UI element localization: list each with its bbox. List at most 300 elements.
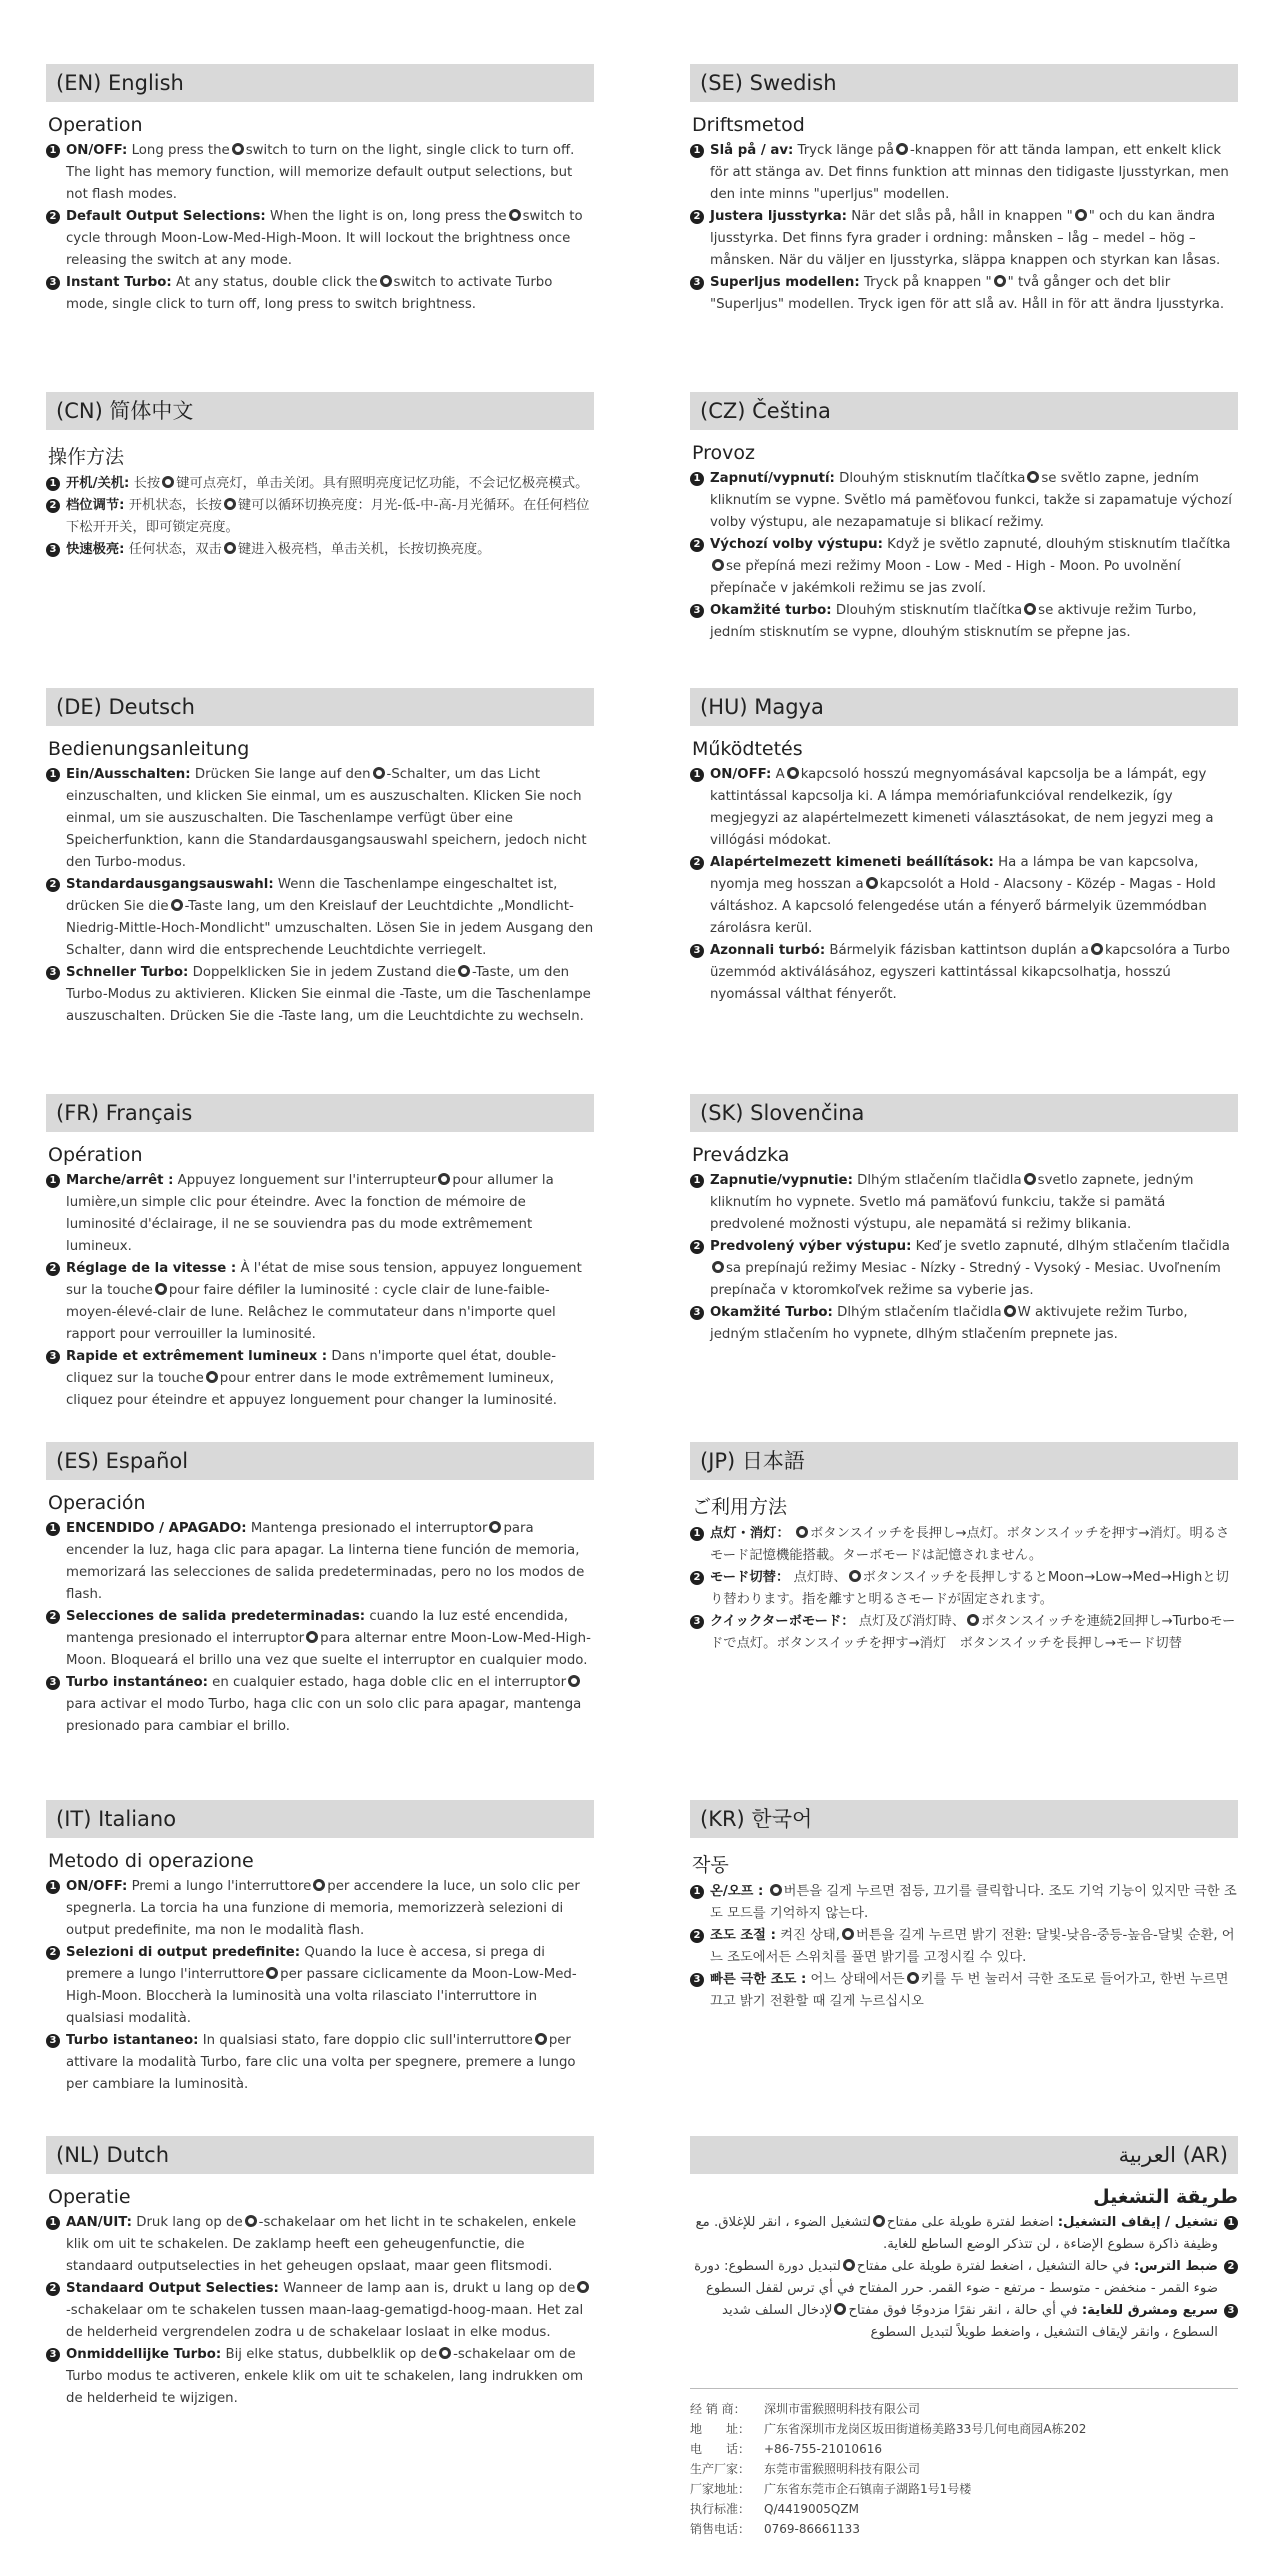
power-switch-icon bbox=[489, 1521, 501, 1533]
step-number: 3 bbox=[46, 1350, 60, 1364]
item-text-pre: cuando la luz esté encendida, mantenga presionado el interruptor bbox=[66, 1609, 569, 1646]
instruction-item bbox=[690, 1925, 1238, 1969]
instruction-item bbox=[690, 206, 1238, 272]
step-number: 2 bbox=[690, 210, 704, 224]
item-text-post: W aktivujete režim Turbo, jedným stlačením ho vypnete, dlhým stlačením prepnete jas. bbox=[710, 1305, 1188, 1342]
item-label: Selecciones de salida predeterminadas: bbox=[66, 1609, 366, 1624]
item-text-post: " och du kan ändra ljusstyrka. Det finns fyra grader i ordning: månsken – låg – medel – hög – månsken. När du väljer en ljusstyrka, släppa knappen och styrkan kan låsas. bbox=[710, 209, 1221, 268]
section-header: (EN) English bbox=[46, 64, 594, 102]
power-switch-icon bbox=[896, 143, 908, 155]
section-subtitle: Bedienungsanleitung bbox=[48, 738, 250, 760]
power-switch-icon bbox=[994, 275, 1006, 287]
section-fr bbox=[46, 1094, 594, 1412]
step-number: 3 bbox=[46, 543, 60, 557]
instruction-item bbox=[690, 940, 1238, 1006]
step-number: 1 bbox=[46, 1522, 60, 1536]
instruction-item bbox=[690, 2256, 1238, 2300]
power-switch-icon bbox=[1091, 943, 1103, 955]
item-text-pre: en cualquier estado, haga doble clic en el interruptor bbox=[212, 1675, 567, 1690]
item-text-post: kapcsolóra a Turbo üzemmód aktiválásához, egyszeri kattintással kikapcsolhatja, hosszú nyomással válthat fényerőt. bbox=[710, 943, 1231, 1002]
instruction-item bbox=[690, 272, 1238, 316]
item-text-pre: When the light is on, long press the bbox=[269, 209, 507, 224]
item-text-pre: Dlhým stlačením tlačidla bbox=[837, 1305, 1002, 1320]
section-cn bbox=[46, 392, 594, 561]
item-label: Azonnali turbó: bbox=[710, 943, 826, 958]
item-text-post: per attivare la modalità Turbo, fare clic una volta per spegnere, premere a lungo per cambiare la luminosità. bbox=[66, 2033, 576, 2092]
step-number: 1 bbox=[46, 477, 60, 491]
item-text-pre: Dans n'importe quel état, double-cliquez sur la touche bbox=[66, 1349, 557, 1386]
company-info bbox=[690, 2388, 1238, 2539]
info-key: 销售电话： bbox=[690, 2522, 751, 2536]
section-header: (HU) Magya bbox=[690, 688, 1238, 726]
item-text-pre: Dlouhým stisknutím tlačítka bbox=[839, 471, 1026, 486]
item-text-post: pour entrer dans le mode extrêmement lumineux, cliquez pour éteindre et appuyez longuement pour changer la luminosité. bbox=[66, 1371, 557, 1408]
item-text-post: -schakelaar om de Turbo modus te activeren, enkele klik om uit te schakelen, lang indrukken om de helderheid te wijzigen. bbox=[66, 2347, 584, 2406]
item-text-pre: À l'état de mise sous tension, appuyez longuement sur la touche bbox=[66, 1261, 582, 1298]
item-text-pre: Drücken Sie lange auf den bbox=[194, 767, 371, 782]
section-header: (AR) العربية bbox=[690, 2136, 1238, 2174]
instruction-item bbox=[690, 534, 1238, 600]
item-text-pre: Bij elke status, dubbelklik op de bbox=[225, 2347, 438, 2362]
power-switch-icon bbox=[232, 143, 244, 155]
step-number: 3 bbox=[46, 1676, 60, 1690]
power-switch-icon bbox=[796, 1526, 808, 1538]
section-subtitle: Opération bbox=[48, 1144, 143, 1166]
section-en bbox=[46, 64, 594, 316]
step-number: 2 bbox=[690, 856, 704, 870]
section-subtitle: Prevádzka bbox=[692, 1144, 790, 1166]
item-text-post: sa prepínajú režimy Mesiac - Nízky - Stredný - Vysoký - Mesiac. Uvoľnením prepínača v ktoromkoľvek režime sa vyberie jas. bbox=[710, 1261, 1221, 1298]
item-text-post: -schakelaar om het licht in te schakelen, enkele klik om uit te schakelen. De zaklamp heeft een geheugenfunctie, die standaard outputselecties in het geheugen opslaat, maar geen flitsmodi. bbox=[66, 2215, 577, 2274]
item-text-pre: 点灯時、 bbox=[793, 1570, 847, 1585]
item-text-pre: 任何状态，双击 bbox=[128, 542, 222, 557]
item-label: Standardausgangsauswahl: bbox=[66, 877, 274, 892]
power-switch-icon bbox=[266, 1967, 278, 1979]
instruction-item bbox=[46, 495, 594, 539]
item-text-post: pour allumer la lumière,un simple clic pour éteindre. Avec la fonction de mémoire de luminosité d'éclairage, il ne se souviendra pas du mode extrêmement lumineux. bbox=[66, 1173, 554, 1254]
item-text-post: -schakelaar om te schakelen tussen maan-laag-gematigd-hoog-maan. Het zal de helderheid vergrendelen zodra u de schakelaar loslaat in elke modus. bbox=[66, 2303, 584, 2340]
power-switch-icon bbox=[568, 1675, 580, 1687]
item-text-pre: När det slås på, håll in knappen " bbox=[851, 209, 1073, 224]
step-number: 3 bbox=[690, 1306, 704, 1320]
item-text-pre: في حالة التشغيل ، اضغط لفترة طويلة على مفتاح bbox=[856, 2259, 1130, 2274]
item-text-pre: Dlouhým stisknutím tlačítka bbox=[835, 603, 1023, 618]
item-label: ON/OFF: bbox=[66, 143, 128, 158]
step-number: 1 bbox=[46, 1880, 60, 1894]
info-key: 执行标准： bbox=[690, 2502, 751, 2516]
section-subtitle: Operation bbox=[48, 114, 143, 136]
step-number: 2 bbox=[46, 210, 60, 224]
info-row bbox=[690, 2479, 1238, 2499]
item-text-pre: At any status, double click the bbox=[175, 275, 378, 290]
item-text-post: 버튼을 길게 누르면 점등, 끄기를 클릭합니다. 조도 기억 기능이 있지만 극한 조도 모드를 기억하지 않는다. bbox=[710, 1884, 1237, 1921]
instruction-item bbox=[690, 1611, 1238, 1655]
section-header: (ES) Español bbox=[46, 1442, 594, 1480]
item-label: Justera ljusstyrka: bbox=[710, 209, 847, 224]
power-switch-icon bbox=[1004, 1305, 1016, 1317]
item-text-post: svetlo zapnete, jedným kliknutím ho vypnete. Svetlo má pamäťovú funkciu, takže si pamätá predvolené možnosti výstupu, ale nepamätá si režimy blikania. bbox=[710, 1173, 1194, 1232]
info-key: 经 销 商： bbox=[690, 2402, 746, 2416]
item-label: ON/OFF: bbox=[710, 767, 772, 782]
step-number: 3 bbox=[690, 276, 704, 290]
power-switch-icon bbox=[712, 559, 724, 571]
item-text-post: se aktivuje režim Turbo, jedním stisknutím se vypne, dlouhým stisknutím se přepne jas. bbox=[710, 603, 1197, 640]
step-number: 2 bbox=[46, 1946, 60, 1960]
item-label: 온/오프 : bbox=[710, 1884, 764, 1899]
instruction-item bbox=[46, 1518, 594, 1606]
info-value: 广东省东莞市企石镇南子湖路1号1号楼 bbox=[764, 2482, 972, 2496]
item-text-post: para encender la luz, haga clic para apagar. La linterna tiene función de memoria, memorizará las selecciones de salida predeterminadas, pero no los modos de flash. bbox=[66, 1521, 585, 1602]
instruction-item bbox=[46, 874, 594, 962]
step-number: 2 bbox=[690, 538, 704, 552]
item-text-pre: A bbox=[775, 767, 785, 782]
item-label: Okamžité Turbo: bbox=[710, 1305, 833, 1320]
item-label: Slå på / av: bbox=[710, 143, 794, 158]
section-subtitle: Provoz bbox=[692, 442, 755, 464]
power-switch-icon bbox=[787, 767, 799, 779]
section-header: (IT) Italiano bbox=[46, 1800, 594, 1838]
step-number: 3 bbox=[690, 1615, 704, 1629]
section-de bbox=[46, 688, 594, 1028]
power-switch-icon bbox=[843, 2259, 855, 2271]
item-label: Standaard Output Selecties: bbox=[66, 2281, 279, 2296]
power-switch-icon bbox=[439, 2347, 451, 2359]
item-label: Okamžité turbo: bbox=[710, 603, 832, 618]
item-label: Marche/arrêt : bbox=[66, 1173, 174, 1188]
item-text-post: -knappen för att tända lampan, ett enkelt klick för att stänga av. Det finns funktion att minnas den tidigaste ljusstyrkan, men den inte minns "uperljus" modellen. bbox=[710, 143, 1229, 202]
section-nl bbox=[46, 2136, 594, 2410]
instruction-item bbox=[46, 1672, 594, 1738]
section-header: (CZ) Čeština bbox=[690, 392, 1238, 430]
power-switch-icon bbox=[842, 1928, 854, 1940]
instruction-item bbox=[46, 206, 594, 272]
item-label: Onmiddellijke Turbo: bbox=[66, 2347, 222, 2362]
step-number: 1 bbox=[690, 472, 704, 486]
step-number: 3 bbox=[690, 944, 704, 958]
info-value: 0769-86661133 bbox=[764, 2522, 860, 2536]
section-subtitle: Operación bbox=[48, 1492, 146, 1514]
item-text-pre: 켜진 상태, bbox=[780, 1928, 841, 1943]
step-number: 3 bbox=[1224, 2304, 1238, 2318]
item-text-pre: Druk lang op de bbox=[136, 2215, 243, 2230]
info-value: 东莞市雷猴照明科技有限公司 bbox=[764, 2462, 921, 2476]
item-label: モード切替： bbox=[710, 1570, 790, 1585]
instruction-item bbox=[690, 852, 1238, 940]
info-value: Q/4419005QZM bbox=[764, 2502, 859, 2516]
item-label: Zapnutie/vypnutie: bbox=[710, 1173, 853, 1188]
item-text-pre: Tryck på knappen " bbox=[863, 275, 992, 290]
section-header: (CN) 简体中文 bbox=[46, 392, 594, 430]
item-text-pre: Dlhým stlačením tlačidla bbox=[857, 1173, 1022, 1188]
section-header: (SK) Slovenčina bbox=[690, 1094, 1238, 1132]
step-number: 3 bbox=[46, 2034, 60, 2048]
item-text-post: -Taste, um den Turbo-Modus zu aktivieren. Klicken Sie einmal die -Taste, um die Taschenlampe auszuschalten. Drücken Sie die -Taste lang, um die Leuchtdichte zu wechseln. bbox=[66, 965, 591, 1024]
item-text-pre: Wenn die Taschenlampe eingeschaltet ist, drücken Sie die bbox=[66, 877, 558, 914]
step-number: 3 bbox=[46, 2348, 60, 2362]
instruction-item bbox=[690, 600, 1238, 644]
step-number: 3 bbox=[690, 604, 704, 618]
instruction-item bbox=[46, 1942, 594, 2030]
step-number: 2 bbox=[46, 1610, 60, 1624]
item-text-post: para activar el modo Turbo, haga clic con un solo clic para apagar, mantenga presionado para cambiar el brillo. bbox=[66, 1697, 582, 1734]
power-switch-icon bbox=[866, 877, 878, 889]
item-label: 开机/关机: bbox=[66, 476, 130, 491]
instruction-item bbox=[46, 2030, 594, 2096]
info-value: 广东省深圳市龙岗区坂田街道杨美路33号几何电商园A栋202 bbox=[764, 2422, 1087, 2436]
item-label: ON/OFF: bbox=[66, 1879, 128, 1894]
instruction-item bbox=[690, 1567, 1238, 1611]
section-header: (FR) Français bbox=[46, 1094, 594, 1132]
item-text-pre: 开机状态，长按 bbox=[128, 498, 222, 513]
power-switch-icon bbox=[313, 1879, 325, 1891]
item-text-post: -Taste lang, um den Kreislauf der Leuchtdichte „Mondlicht-Niedrig-Mittle-Hoch-Mondlicht" umzuschalten. Lösen Sie in jedem Ausgang den Schalter, dann wird die entsprechende Leuchtdichte verriegelt. bbox=[66, 899, 594, 958]
item-text-pre: Long press the bbox=[131, 143, 230, 158]
item-text-pre: 点灯及び消灯時、 bbox=[858, 1614, 966, 1629]
section-subtitle: Működtetés bbox=[692, 738, 803, 760]
item-text-pre: Keď je svetlo zapnuté, dlhým stlačením tlačidla bbox=[915, 1239, 1230, 1254]
power-switch-icon bbox=[770, 1884, 782, 1896]
info-row bbox=[690, 2419, 1238, 2439]
item-text-post: 키를 두 번 눌러서 극한 조도로 들어가고, 한번 누르면 끄고 밝기 전환할 때 길게 누르십시오 bbox=[710, 1972, 1229, 2009]
instruction-item bbox=[46, 1606, 594, 1672]
power-switch-icon bbox=[1027, 471, 1039, 483]
section-header: (SE) Swedish bbox=[690, 64, 1238, 102]
item-text-post: per passare ciclicamente da Moon-Low-Med-High-Moon. Bloccherà la luminosità una volta rilasciato l'interruttore in qualsiasi modalità. bbox=[66, 1967, 577, 2026]
step-number: 2 bbox=[46, 2282, 60, 2296]
step-number: 2 bbox=[46, 499, 60, 513]
power-switch-icon bbox=[224, 542, 236, 554]
section-header: (JP) 日本語 bbox=[690, 1442, 1238, 1480]
item-text-pre: Tryck länge på bbox=[797, 143, 894, 158]
info-row bbox=[690, 2439, 1238, 2459]
item-text-post: 键进入极亮档，单击关机，长按切换亮度。 bbox=[237, 542, 491, 557]
step-number: 2 bbox=[690, 1240, 704, 1254]
item-text-post: -Schalter, um das Licht einzuschalten, und klicken Sie einmal, um es auszuschalten. Klicken Sie noch einmal, um sie auszuschalten. Die Taschenlampe verfügt über eine Speicherfunktion, kann die Standardausgangsauswahl speichern, jedoch nicht den Turbo-modus. bbox=[66, 767, 587, 870]
power-switch-icon bbox=[458, 965, 470, 977]
instruction-item bbox=[46, 2344, 594, 2410]
info-key: 地 址： bbox=[690, 2422, 751, 2436]
section-subtitle: ご利用方法 bbox=[692, 1496, 788, 1518]
item-text-post: لإدخال السلف شديد السطوع ، وانقر لإيقاف التشغيل ، واضغط طويلاً لتبديل السطوع bbox=[722, 2303, 1218, 2340]
item-label: Alapértelmezett kimeneti beállítások: bbox=[710, 855, 994, 870]
item-label: 档位调节: bbox=[66, 498, 125, 513]
instruction-item bbox=[46, 473, 594, 495]
section-jp bbox=[690, 1442, 1238, 1655]
item-text-pre: اضغط لفترة طويلة على مفتاح bbox=[886, 2215, 1054, 2230]
item-text-pre: In qualsiasi stato, fare doppio clic sull'interruttore bbox=[202, 2033, 533, 2048]
step-number: 2 bbox=[690, 1571, 704, 1585]
section-header: (DE) Deutsch bbox=[46, 688, 594, 726]
step-number: 2 bbox=[46, 1262, 60, 1276]
instruction-item bbox=[690, 2300, 1238, 2344]
item-text-pre: Wanneer de lamp aan is, drukt u lang op de bbox=[283, 2281, 576, 2296]
item-text-pre: Mantenga presionado el interruptor bbox=[250, 1521, 488, 1536]
section-cz bbox=[690, 392, 1238, 644]
power-switch-icon bbox=[380, 275, 392, 287]
info-value: 深圳市雷猴照明科技有限公司 bbox=[764, 2402, 921, 2416]
step-number: 1 bbox=[46, 144, 60, 158]
section-header: (NL) Dutch bbox=[46, 2136, 594, 2174]
info-value: +86-755-21010616 bbox=[764, 2442, 882, 2456]
power-switch-icon bbox=[712, 1261, 724, 1273]
info-key: 厂家地址： bbox=[690, 2482, 751, 2496]
item-text-post: para alternar entre Moon-Low-Med-High-Moon. Bloqueará el brillo una vez que suelte el interruptor en cualquier modo. bbox=[66, 1631, 591, 1668]
power-switch-icon bbox=[849, 1570, 861, 1582]
power-switch-icon bbox=[162, 476, 174, 488]
item-label: ضبط الترس: bbox=[1133, 2259, 1218, 2274]
item-label: Superljus modellen: bbox=[710, 275, 860, 290]
item-text-post: kapcsoló hosszú megnyomásával kapcsolja be a lámpát, egy kattintással kapcsolja ki. A lámpa memóriafunkcióval rendelkezik, így megjegyzi az alapértelmezett kimeneti választásokat, de nem jegyzi meg a villógási módokat. bbox=[710, 767, 1214, 848]
item-label: 빠른 극한 조도 : bbox=[710, 1972, 807, 1987]
item-text-pre: Když je světlo zapnuté, dlouhým stisknutím tlačítka bbox=[887, 537, 1231, 552]
section-subtitle: 操作方法 bbox=[48, 446, 125, 468]
item-label: 조도 조절 : bbox=[710, 1928, 776, 1943]
item-text-pre: في أي حالة ، انقر نقرًا مزدوجًا فوق مفتاح bbox=[848, 2303, 1078, 2318]
item-text-post: لتشغيل الضوء ، انقر للإغلاق. مع وظيفة ذاكرة سطوع الإضاءة ، لن تتذكر الوضع الساطع للغاية. bbox=[695, 2215, 1218, 2252]
power-switch-icon bbox=[306, 1631, 318, 1643]
section-subtitle: طريقة التشغيل bbox=[1093, 2186, 1238, 2208]
info-row bbox=[690, 2519, 1238, 2539]
step-number: 2 bbox=[690, 1929, 704, 1943]
instruction-item bbox=[690, 1969, 1238, 2013]
item-label: Turbo istantaneo: bbox=[66, 2033, 199, 2048]
step-number: 1 bbox=[46, 2216, 60, 2230]
section-ar bbox=[690, 2136, 1238, 2344]
power-switch-icon bbox=[873, 2215, 885, 2227]
item-text-post: switch to turn on the light, single click to turn off. The light has memory function, will memorize default output selections, but not flash modes. bbox=[66, 143, 575, 202]
instruction-item bbox=[690, 468, 1238, 534]
power-switch-icon bbox=[834, 2303, 846, 2315]
power-switch-icon bbox=[224, 498, 236, 510]
instruction-item bbox=[46, 1346, 594, 1412]
section-header: (KR) 한국어 bbox=[690, 1800, 1238, 1838]
item-text-post: ボタンスイッチを連続2回押し→Turboモードで点灯。ボタンスイッチを押す→消灯 ボタンスイッチを長押し→モード切替 bbox=[710, 1614, 1236, 1651]
item-text-post: se světlo zapne, jedním kliknutím se vypne. Světlo má paměťovou funkci, takže si zapamatuje výchozí volby výstupu, ale nezapamatuje si blikací režimy. bbox=[710, 471, 1232, 530]
item-text-post: switch to activate Turbo mode, single click to turn off, long press to switch brightness. bbox=[66, 275, 553, 312]
item-text-pre: Bármelyik fázisban kattintson duplán a bbox=[829, 943, 1089, 958]
info-row bbox=[690, 2459, 1238, 2479]
power-switch-icon bbox=[1075, 209, 1087, 221]
instruction-item bbox=[46, 2212, 594, 2278]
instruction-item bbox=[46, 539, 594, 561]
item-label: Ein/Ausschalten: bbox=[66, 767, 191, 782]
item-text-post: ボタンスイッチを長押し→点灯。ボタンスイッチを押す→消灯。明るさモード記憶機能搭載。ターボモードは記憶されません。 bbox=[710, 1526, 1230, 1563]
power-switch-icon bbox=[206, 1371, 218, 1383]
instruction-item bbox=[46, 764, 594, 874]
item-label: クイックターボモード： bbox=[710, 1614, 855, 1629]
section-hu bbox=[690, 688, 1238, 1006]
step-number: 1 bbox=[46, 768, 60, 782]
instruction-item bbox=[690, 1881, 1238, 1925]
section-subtitle: Driftsmetod bbox=[692, 114, 805, 136]
instruction-item bbox=[46, 140, 594, 206]
section-subtitle: Metodo di operazione bbox=[48, 1850, 254, 1872]
item-text-post: لتبديل دورة السطوع: دورة ضوء القمر - منخفض - متوسط - مرتفع - ضوء القمر. حرر المفتاح في أي ترس لقفل السطوع bbox=[694, 2259, 1218, 2296]
section-kr bbox=[690, 1800, 1238, 2013]
step-number: 1 bbox=[690, 1174, 704, 1188]
item-label: Instant Turbo: bbox=[66, 275, 172, 290]
item-text-pre: Appuyez longuement sur l'interrupteur bbox=[177, 1173, 437, 1188]
instruction-item bbox=[46, 962, 594, 1028]
item-label: ENCENDIDO / APAGADO: bbox=[66, 1521, 247, 1536]
item-label: سريع ومشرق للغاية: bbox=[1081, 2303, 1218, 2318]
item-text-post: " två gånger och det blir "Superljus" modellen. Tryck igen för att slå av. Håll in för att ändra ljusstyrka. bbox=[710, 275, 1225, 312]
step-number: 1 bbox=[690, 1885, 704, 1899]
power-switch-icon bbox=[245, 2215, 257, 2227]
item-label: Rapide et extrêmement lumineux : bbox=[66, 1349, 328, 1364]
step-number: 3 bbox=[46, 966, 60, 980]
step-number: 1 bbox=[46, 1174, 60, 1188]
step-number: 1 bbox=[1224, 2216, 1238, 2230]
step-number: 3 bbox=[690, 1973, 704, 1987]
item-text-pre: Premi a lungo l'interruttore bbox=[131, 1879, 312, 1894]
instruction-item bbox=[46, 2278, 594, 2344]
item-label: Turbo instantáneo: bbox=[66, 1675, 208, 1690]
instruction-item bbox=[46, 1876, 594, 1942]
item-text-post: switch to cycle through Moon-Low-Med-High-Moon. It will lockout the brightness once releasing the switch at any mode. bbox=[66, 209, 583, 268]
instruction-item bbox=[690, 764, 1238, 852]
power-switch-icon bbox=[373, 767, 385, 779]
item-text-post: kapcsolót a Hold - Alacsony - Közép - Magas - Hold váltáshoz. A kapcsoló felengedése után a fényerő bármelyik üzemmódban zárolásra kerül. bbox=[710, 877, 1216, 936]
instruction-item bbox=[690, 140, 1238, 206]
power-switch-icon bbox=[577, 2281, 589, 2293]
instruction-item bbox=[46, 272, 594, 316]
item-label: Zapnutí/vypnutí: bbox=[710, 471, 835, 486]
instruction-item bbox=[690, 1170, 1238, 1236]
item-text-pre: Quando la luce è accesa, si prega di premere a lungo l'interruttore bbox=[66, 1945, 545, 1982]
item-label: 点灯・消灯： bbox=[710, 1526, 790, 1541]
item-label: Výchozí volby výstupu: bbox=[710, 537, 883, 552]
instruction-item bbox=[46, 1258, 594, 1346]
instruction-item bbox=[690, 1236, 1238, 1302]
item-text-post: ボタンスイッチを長押しするとMoon→Low→Med→Highと切り替わります。指を離すと明るさモードが固定されます。 bbox=[710, 1570, 1229, 1607]
power-switch-icon bbox=[535, 2033, 547, 2045]
section-subtitle: Operatie bbox=[48, 2186, 131, 2208]
section-it bbox=[46, 1800, 594, 2096]
section-sk bbox=[690, 1094, 1238, 1346]
section-es bbox=[46, 1442, 594, 1738]
section-se bbox=[690, 64, 1238, 316]
step-number: 1 bbox=[690, 144, 704, 158]
power-switch-icon bbox=[155, 1283, 167, 1295]
step-number: 1 bbox=[690, 768, 704, 782]
item-text-post: per accendere la luce, un solo clic per spegnerla. La torcia ha una funzione di memoria, memorizzerà selezioni di output predefinite, ma non le modalità flash. bbox=[66, 1879, 580, 1938]
instruction-item bbox=[690, 2212, 1238, 2256]
instruction-item bbox=[46, 1170, 594, 1258]
item-text-pre: 长按 bbox=[133, 476, 161, 491]
item-label: تشغيل / إيقاف التشغيل: bbox=[1057, 2215, 1218, 2230]
power-switch-icon bbox=[1024, 603, 1036, 615]
power-switch-icon bbox=[967, 1614, 979, 1626]
item-label: Default Output Selections: bbox=[66, 209, 266, 224]
power-switch-icon bbox=[438, 1173, 450, 1185]
item-label: Predvolený výber výstupu: bbox=[710, 1239, 912, 1254]
item-text-pre: 어느 상태에서든 bbox=[810, 1972, 905, 1987]
info-row bbox=[690, 2499, 1238, 2519]
step-number: 3 bbox=[46, 276, 60, 290]
item-label: Schneller Turbo: bbox=[66, 965, 189, 980]
power-switch-icon bbox=[509, 209, 521, 221]
step-number: 2 bbox=[46, 878, 60, 892]
info-key: 电 话： bbox=[690, 2442, 751, 2456]
item-label: 快速极亮: bbox=[66, 542, 125, 557]
item-label: Selezioni di output predefinite: bbox=[66, 1945, 301, 1960]
item-label: AAN/UIT: bbox=[66, 2215, 132, 2230]
section-subtitle: 작동 bbox=[692, 1854, 729, 1876]
item-text-post: 键可以循环切换亮度：月光-低-中-高-月光循环。在任何档位下松开开关，即可锁定亮度。 bbox=[66, 498, 590, 535]
info-key: 生产厂家： bbox=[690, 2462, 751, 2476]
item-text-post: pour faire défiler la luminosité : cycle clair de lune-faible-moyen-élevé-clair de lune. Relâchez le commutateur dans n'importe quel rapport pour verrouiller la luminosité. bbox=[66, 1283, 556, 1342]
